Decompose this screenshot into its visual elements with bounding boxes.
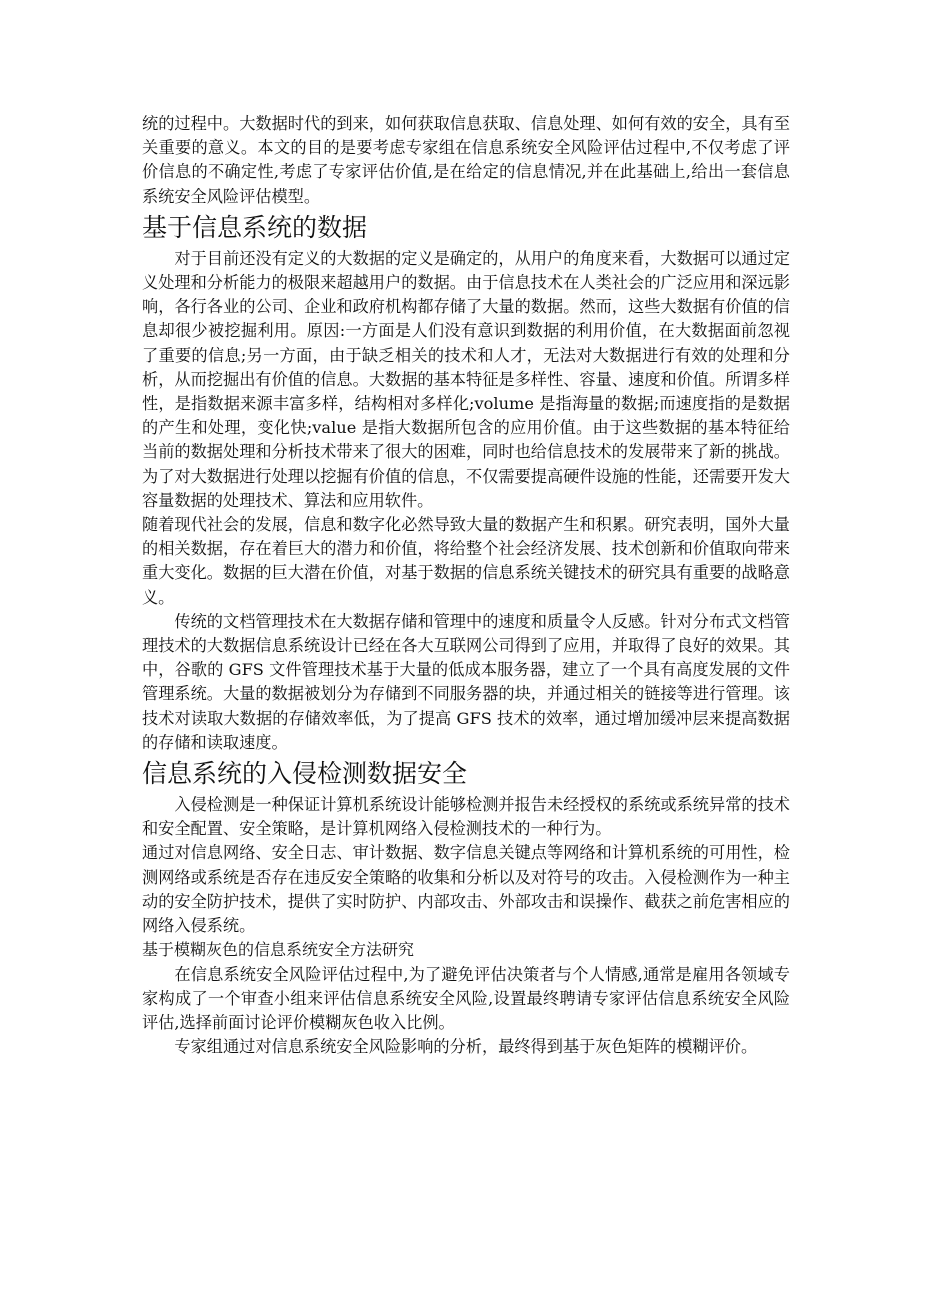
paragraph-risk-assessment: 在信息系统安全风险评估过程中,为了避免评估决策者与个人情感,通常是雇用各领域专家构成了一个审查小组来评估信息系统安全风险,设置最终聘请专家评估信息系统安全风险评估,选择前面讨论评价模糊灰色收入比例。 bbox=[142, 964, 790, 1032]
paragraph-intro-continued: 统的过程中。大数据时代的到来，如何获取信息获取、信息处理、如何有效的安全，具有至关重要的意义。本文的目的是要考虑专家组在信息系统安全风险评估过程中,不仅考虑了评价信息的不确定性,考虑了专家评估价值,是在给定的信息情况,并在此基础上,给出一套信息系统安全风险评估模型。 bbox=[142, 114, 790, 206]
paragraph-big-data-definition: 对于目前还没有定义的大数据的定义是确定的，从用户的角度来看，大数据可以通过定义处理和分析能力的极限来超越用户的数据。由于信息技术在人类社会的广泛应用和深远影响，各行各业的公司、企业和政府机构都存储了大量的数据。然而，这些大数据有价值的信息却很少被挖掘利用。原因:一方面是人们没有意识到数据的利用价值，在大数据面前忽视了重要的信息;另一方面，由于缺乏相关的技术和人才，无法对大数据进行有效的处理和分析，从而挖掘出有价值的信息。大数据的基本特征是多样性、容量、速度和价值。所谓多样性，是指数据来源丰富多样，结构相对多样化;volume 是指海量的数据;而速度指的是数据的产生和处理，变化快;value 是指大数据所包含的应用价值。由于这些数据的基本特征给当前的数据处理和分析技术带来了很大的困难，同时也给信息技术的发展带来了新的挑战。为了对大数据进行处理以挖掘有价值的信息，不仅需要提高硬件设施的性能，还需要开发大容量数据的处理技术、算法和应用软件。 bbox=[142, 248, 790, 510]
document-page bbox=[142, 112, 790, 1059]
section-heading-data: 基于信息系统的数据 bbox=[142, 212, 368, 242]
paragraph-document-management: 传统的文档管理技术在大数据存储和管理中的速度和质量令人反感。针对分布式文档管理技术的大数据信息系统设计已经在各大互联网公司得到了应用，并取得了良好的效果。其中，谷歌的 GFS 文件管理技术基于大量的低成本服务器，建立了一个具有高度发展的文件管理系统。大量的数据被划分为存储到不同服务器的块，并通过相关的链接等进行管理。该技术对读取大数据的存储效率低，为了提高 GFS 技术的效率，通过增加缓冲层来提高数据的存储和读取速度。 bbox=[142, 611, 790, 752]
section-heading-intrusion-detection: 信息系统的入侵检测数据安全 bbox=[142, 759, 468, 789]
paragraph-expert-evaluation: 专家组通过对信息系统安全风险影响的分析，最终得到基于灰色矩阵的模糊评价。 bbox=[174, 1037, 758, 1057]
paragraph-social-development: 随着现代社会的发展，信息和数字化必然导致大量的数据产生和积累。研究表明，国外大量的相关数据，存在着巨大的潜力和价值，将给整个社会经济发展、技术创新和价值取向带来重大变化。数据的巨大潜在价值，对基于数据的信息系统关键技术的研究具有重要的战略意义。 bbox=[142, 515, 790, 607]
paragraph-intrusion-definition: 入侵检测是一种保证计算机系统设计能够检测并报告未经授权的系统或系统异常的技术和安全配置、安全策略，是计算机网络入侵检测技术的一种行为。 bbox=[142, 795, 790, 839]
paragraph-intrusion-analysis: 通过对信息网络、安全日志、审计数据、数字信息关键点等网络和计算机系统的可用性，检测网络或系统是否存在违反安全策略的收集和分析以及对符号的攻击。入侵检测作为一种主动的安全防护技术，提供了实时防护、内部攻击、外部攻击和误操作、截获之前危害相应的网络入侵系统。 bbox=[142, 843, 790, 936]
subheading-fuzzy-grey: 基于模糊灰色的信息系统安全方法研究 bbox=[142, 940, 415, 960]
